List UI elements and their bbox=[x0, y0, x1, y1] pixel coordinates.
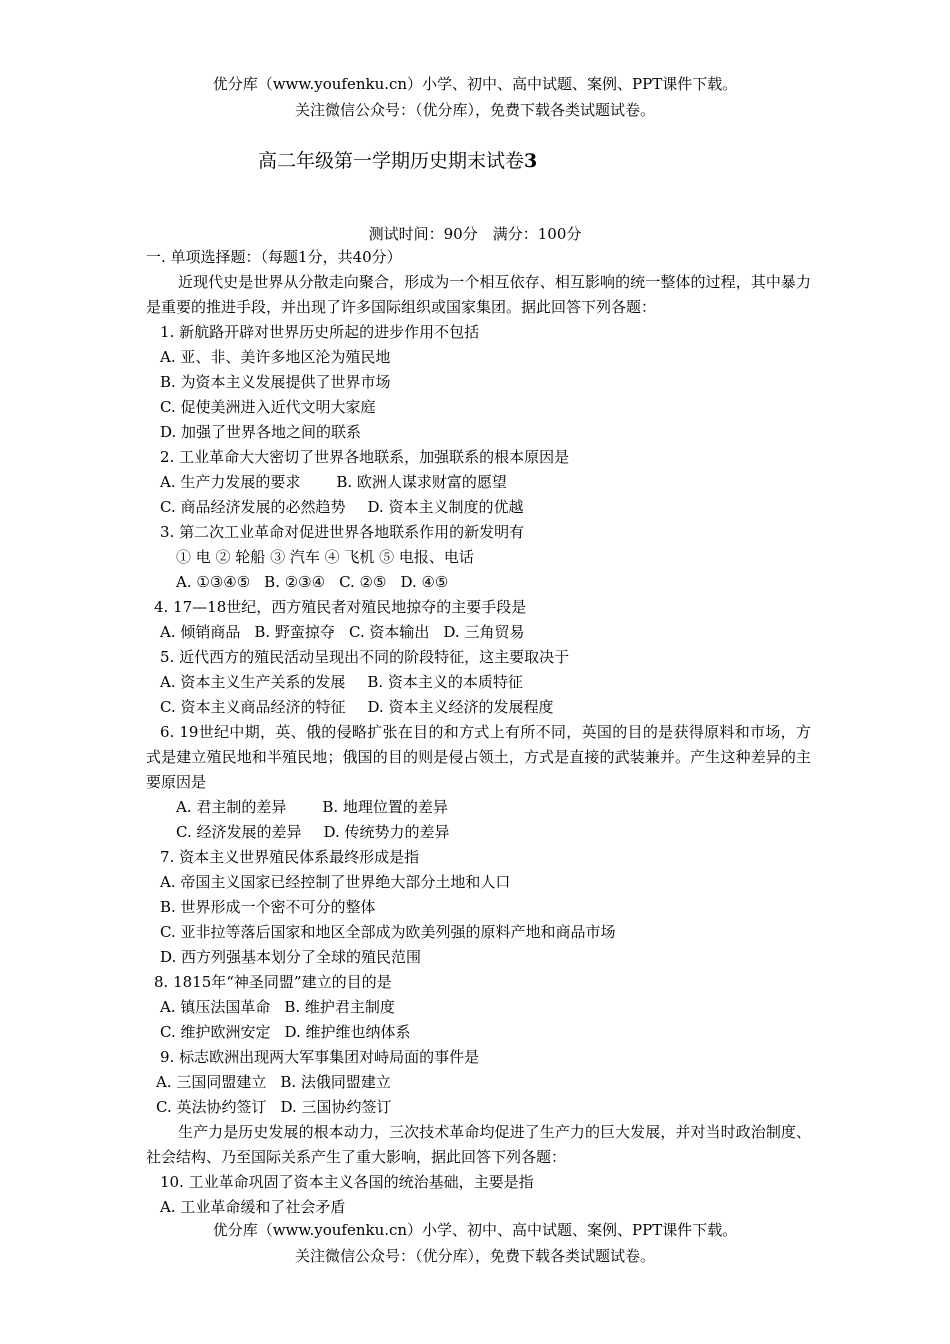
title-number: 3 bbox=[524, 150, 538, 172]
question-8-option-c: C. 维护欧洲安定 bbox=[160, 1023, 271, 1041]
header-line-2: 关注微信公众号：（优分库），免费下载各类试题试卷。 bbox=[294, 101, 655, 119]
header-line-1: 优分库（www.youfenku.cn）小学、初中、高中试题、案例、PPT课件下载。 bbox=[212, 75, 738, 93]
question-8-option-a: A. 镇压法国革命 bbox=[160, 998, 271, 1016]
question-4-option-b: B. 野蛮掠夺 bbox=[254, 623, 335, 641]
question-3-option-a: A. ①③④⑤ bbox=[176, 573, 251, 591]
question-9-option-b: B. 法俄同盟建立 bbox=[280, 1073, 391, 1091]
question-2-option-c: C. 商品经济发展的必然趋势 bbox=[160, 498, 346, 516]
question-7-option-d: D. 西方列强基本划分了全球的殖民范围 bbox=[160, 948, 422, 966]
question-4-option-c: C. 资本输出 bbox=[348, 623, 430, 641]
question-2-stem: 2. 工业革命大大密切了世界各地联系，加强联系的根本原因是 bbox=[160, 448, 570, 466]
question-4-option-d: D. 三角贸易 bbox=[443, 623, 525, 641]
question-1-option-b: B. 为资本主义发展提供了世界市场 bbox=[160, 373, 391, 391]
section-heading: 一. 单项选择题：（每题1分，共40分） bbox=[146, 248, 402, 266]
question-3-option-b: B. ②③④ bbox=[264, 573, 326, 591]
footer-line-2: 关注微信公众号：（优分库），免费下载各类试题试卷。 bbox=[294, 1247, 655, 1265]
question-2-options-cd bbox=[146, 495, 811, 520]
question-9-stem: 9. 标志欧洲出现两大军事集团对峙局面的事件是 bbox=[160, 1048, 480, 1066]
question-5-stem: 5. 近代西方的殖民活动呈现出不同的阶段特征，这主要取决于 bbox=[160, 648, 570, 666]
exam-body bbox=[146, 245, 811, 1220]
question-6-stem: 6. 19世纪中期，英、俄的侵略扩张在目的和方式上有所不同，英国的目的是获得原料和市场，方式是建立殖民地和半殖民地；俄国的目的则是侵占领土，方式是直接的武装兼并。产生这种差异的主要原因是 bbox=[146, 723, 811, 791]
question-3-items: ① 电 ② 轮船 ③ 汽车 ④ 飞机 ⑤ 电报、电话 bbox=[176, 548, 474, 566]
intro-paragraph-2: 生产力是历史发展的根本动力，三次技术革命均促进了生产力的巨大发展，并对当时政治制度、社会结构、乃至国际关系产生了重大影响，据此回答下列各题： bbox=[146, 1123, 811, 1166]
question-5-options-cd bbox=[146, 695, 811, 720]
question-3-options bbox=[146, 570, 811, 595]
question-1-option-a: A. 亚、非、美许多地区沦为殖民地 bbox=[160, 348, 391, 366]
question-6-option-a: A. 君主制的差异 bbox=[176, 798, 287, 816]
question-1-option-d: D. 加强了世界各地之间的联系 bbox=[160, 423, 362, 441]
footer-line-1: 优分库（www.youfenku.cn）小学、初中、高中试题、案例、PPT课件下载。 bbox=[212, 1221, 738, 1239]
question-8-options-cd bbox=[146, 1020, 811, 1045]
question-3-option-d: D. ④⑤ bbox=[400, 573, 449, 591]
question-7-option-a: A. 帝国主义国家已经控制了世界绝大部分土地和人口 bbox=[160, 873, 511, 891]
question-5-option-d: D. 资本主义经济的发展程度 bbox=[367, 698, 554, 716]
question-8-option-b: B. 维护君主制度 bbox=[284, 998, 395, 1016]
question-10-stem: 10. 工业革命巩固了资本主义各国的统治基础，主要是指 bbox=[160, 1173, 534, 1191]
question-5-option-a: A. 资本主义生产关系的发展 bbox=[160, 673, 346, 691]
title-text: 高二年级第一学期历史期末试卷 bbox=[258, 150, 525, 172]
question-9-option-a: A. 三国同盟建立 bbox=[156, 1073, 267, 1091]
page-title bbox=[258, 146, 537, 173]
question-2-options-ab bbox=[146, 470, 811, 495]
question-7-stem: 7. 资本主义世界殖民体系最终形成是指 bbox=[160, 848, 420, 866]
question-4-option-a: A. 倾销商品 bbox=[160, 623, 241, 641]
question-5-options-ab bbox=[146, 670, 811, 695]
question-6-option-c: C. 经济发展的差异 bbox=[176, 823, 302, 841]
question-8-stem: 8. 1815年“神圣同盟”建立的目的是 bbox=[154, 973, 392, 991]
question-1-stem: 1. 新航路开辟对世界历史所起的进步作用不包括 bbox=[160, 323, 480, 341]
question-1-option-c: C. 促使美洲进入近代文明大家庭 bbox=[160, 398, 376, 416]
question-8-option-d: D. 维护维也纳体系 bbox=[284, 1023, 411, 1041]
question-9-options-ab bbox=[146, 1070, 811, 1095]
question-9-option-c: C. 英法协约签订 bbox=[156, 1098, 267, 1116]
intro-paragraph-1: 近现代史是世界从分散走向聚合，形成为一个相互依存、相互影响的统一整体的过程，其中暴力是重要的推进手段，并出现了许多国际组织或国家集团。据此回答下列各题： bbox=[146, 273, 811, 316]
question-6-options-cd bbox=[146, 820, 811, 845]
question-2-option-a: A. 生产力发展的要求 bbox=[160, 473, 301, 491]
question-8-options-ab bbox=[146, 995, 811, 1020]
question-3-stem: 3. 第二次工业革命对促进世界各地联系作用的新发明有 bbox=[160, 523, 525, 541]
question-9-options-cd bbox=[146, 1095, 811, 1120]
question-5-option-c: C. 资本主义商品经济的特征 bbox=[160, 698, 346, 716]
question-5-option-b: B. 资本主义的本质特征 bbox=[367, 673, 523, 691]
question-4-options bbox=[146, 620, 811, 645]
question-2-option-d: D. 资本主义制度的优越 bbox=[367, 498, 524, 516]
question-6-option-d: D. 传统势力的差异 bbox=[323, 823, 450, 841]
question-7-option-b: B. 世界形成一个密不可分的整体 bbox=[160, 898, 376, 916]
question-3-option-c: C. ②⑤ bbox=[339, 573, 387, 591]
question-9-option-d: D. 三国协约签订 bbox=[280, 1098, 392, 1116]
question-4-stem: 4. 17—18世纪，西方殖民者对殖民地掠夺的主要手段是 bbox=[154, 598, 527, 616]
exam-info: 测试时间：90分 满分：100分 bbox=[368, 225, 582, 243]
question-10-option-a: A. 工业革命缓和了社会矛盾 bbox=[160, 1198, 346, 1216]
question-6-option-b: B. 地理位置的差异 bbox=[322, 798, 448, 816]
question-6-options-ab bbox=[146, 795, 811, 820]
question-7-option-c: C. 亚非拉等落后国家和地区全部成为欧美列强的原料产地和商品市场 bbox=[160, 923, 616, 941]
question-2-option-b: B. 欧洲人谋求财富的愿望 bbox=[336, 473, 507, 491]
